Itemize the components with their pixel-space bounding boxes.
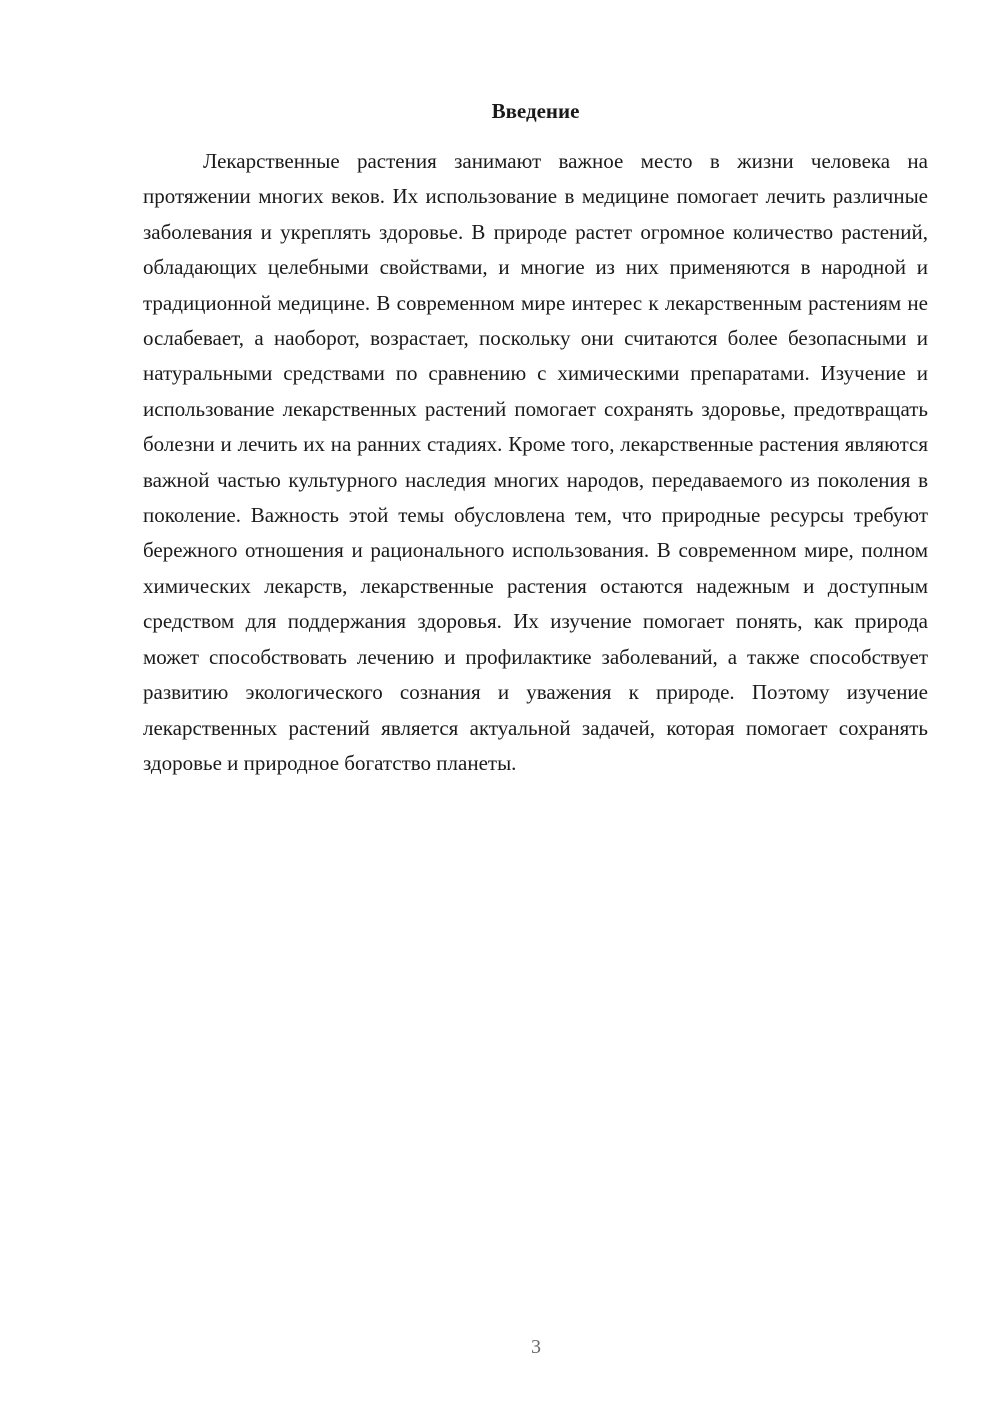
body-paragraph: Лекарственные растения занимают важное место в жизни человека на протяжении многих веков. Их использование в медицине помогает лечить различные заболевания и укреплять здоровье. В природе растет огромное количество растений, обладающих целебными свойствами, и многие из них применяются в народной и традиционной медицине. В современном мире интерес к лекарственным растениям не ослабевает, а наоборот, возрастает, поскольку они считаются более безопасными и натуральными средствами по сравнению с химическими препаратами. Изучение и использование лекарственных растений помогает сохранять здоровье, предотвращать болезни и лечить их на ранних стадиях. Кроме того, лекарственные растения являются важной частью культурного наследия многих народов, передаваемого из поколения в поколение. Важность этой темы обусловлена тем, что природные ресурсы требуют бережного отношения и рационального использования. В современном мире, полном химических лекарств, лекарственные растения остаются надежным и доступным средством для поддержания здоровья. Их изучение помогает понять, как природа может способствовать лечению и профилактике заболеваний, а также способствует развитию экологического сознания и уважения к природе. Поэтому изучение лекарственных растений является актуальной задачей, которая помогает сохранять здоровье и природное богатство планеты. [143,149,928,775]
page-number: 3 [531,1336,541,1358]
page-title: Введение [491,99,580,123]
